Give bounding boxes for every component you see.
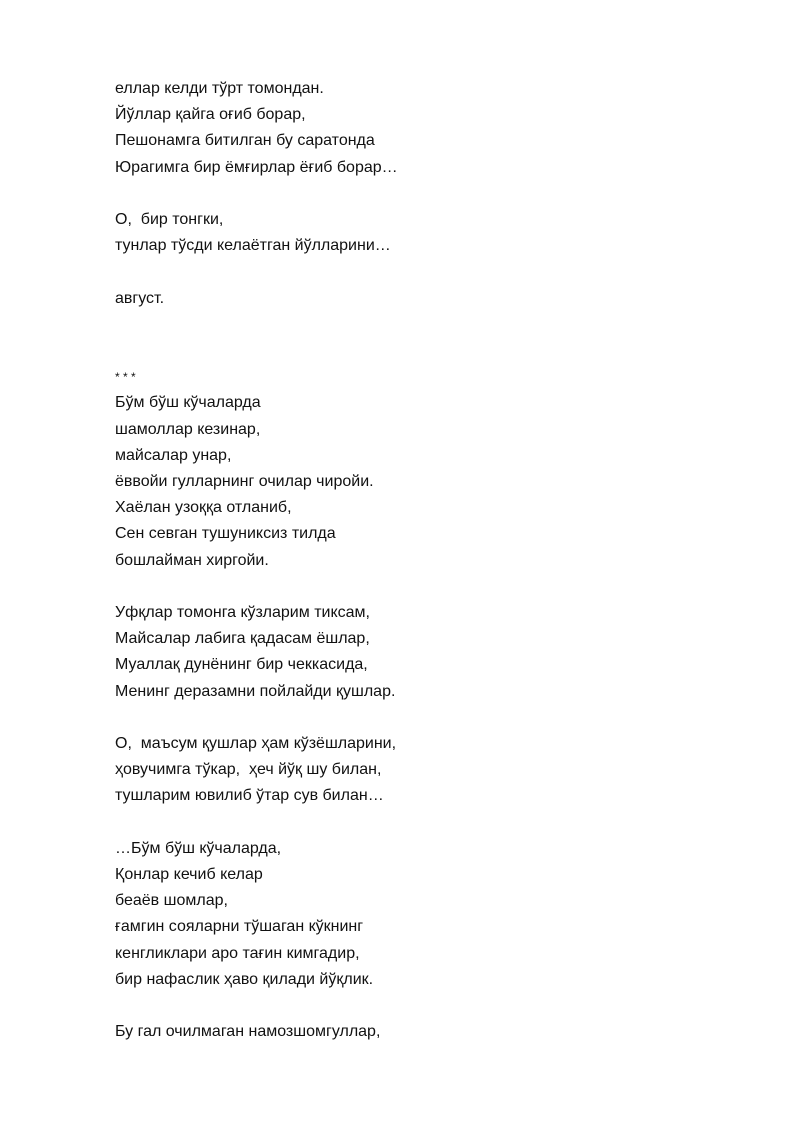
poem-line: майсалар унар, [115,446,232,464]
poem-line: бир нафаслик ҳаво қилади йўқлик. [115,970,374,988]
blank-line [115,993,755,1019]
poem-line: еллар келди тўрт томондан. [115,80,324,97]
date-line: август. [115,289,165,307]
poem-line: шамоллар кезинар, [115,420,261,438]
poem-line: Бўм бўш кўчаларда [115,394,261,412]
poem-line: кенгликлари аро тағин кимгадир, [115,944,360,962]
poem-line: Юрагимга бир ёмғирлар ёғиб борар… [115,158,398,176]
poem-line: Бу гал очилмаган намозшомгуллар, [115,1023,381,1041]
blank-line [115,705,755,731]
blank-line [115,574,755,600]
blank-line [115,312,755,338]
section-separator: * * * [115,370,136,385]
poem-line: …Бўм бўш кўчаларда, [115,839,282,857]
blank-line [115,259,755,285]
poem-line: Майсалар лабига қадасам ёшлар, [115,630,370,648]
blank-line [115,338,755,364]
poem-line: Муаллақ дунёнинг бир чеккасида, [115,656,368,674]
poem-line: Қонлар кечиб келар [115,865,263,883]
poem-line: Пешонамга битилган бу саратонда [115,132,375,150]
poem-line: О, маъсум қушлар ҳам кўзёшларини, [115,734,397,752]
poem-text [115,76,755,1045]
poem-line: Сен севган тушуниксиз тилда [115,525,336,543]
poem-line: Менинг деразамни пойлайди қушлар. [115,682,396,700]
poem-line: О, бир тонгки, [115,211,224,228]
poem-line: ёввойи гулларнинг очилар чиройи. [115,472,374,490]
blank-line [115,810,755,836]
poem-line: бошлайман хиргойи. [115,551,269,569]
poem-line: Хаёлан узоққа отланиб, [115,499,292,517]
poem-line: тушларим ювилиб ўтар сув билан… [115,787,384,805]
poem-line: ғамгин сояларни тўшаган кўкнинг [115,918,364,936]
poem-line: беаёв шомлар, [115,892,228,910]
poem-line: ҳовучимга тўкар, ҳеч йўқ шу билан, [115,761,382,779]
blank-line [115,181,755,207]
poem-line: тунлар тўсди келаётган йўлларини… [115,237,391,255]
poem-line: Йўллар қайга оғиб борар, [115,106,306,124]
poem-line: Уфқлар томонга кўзларим тиксам, [115,603,370,621]
